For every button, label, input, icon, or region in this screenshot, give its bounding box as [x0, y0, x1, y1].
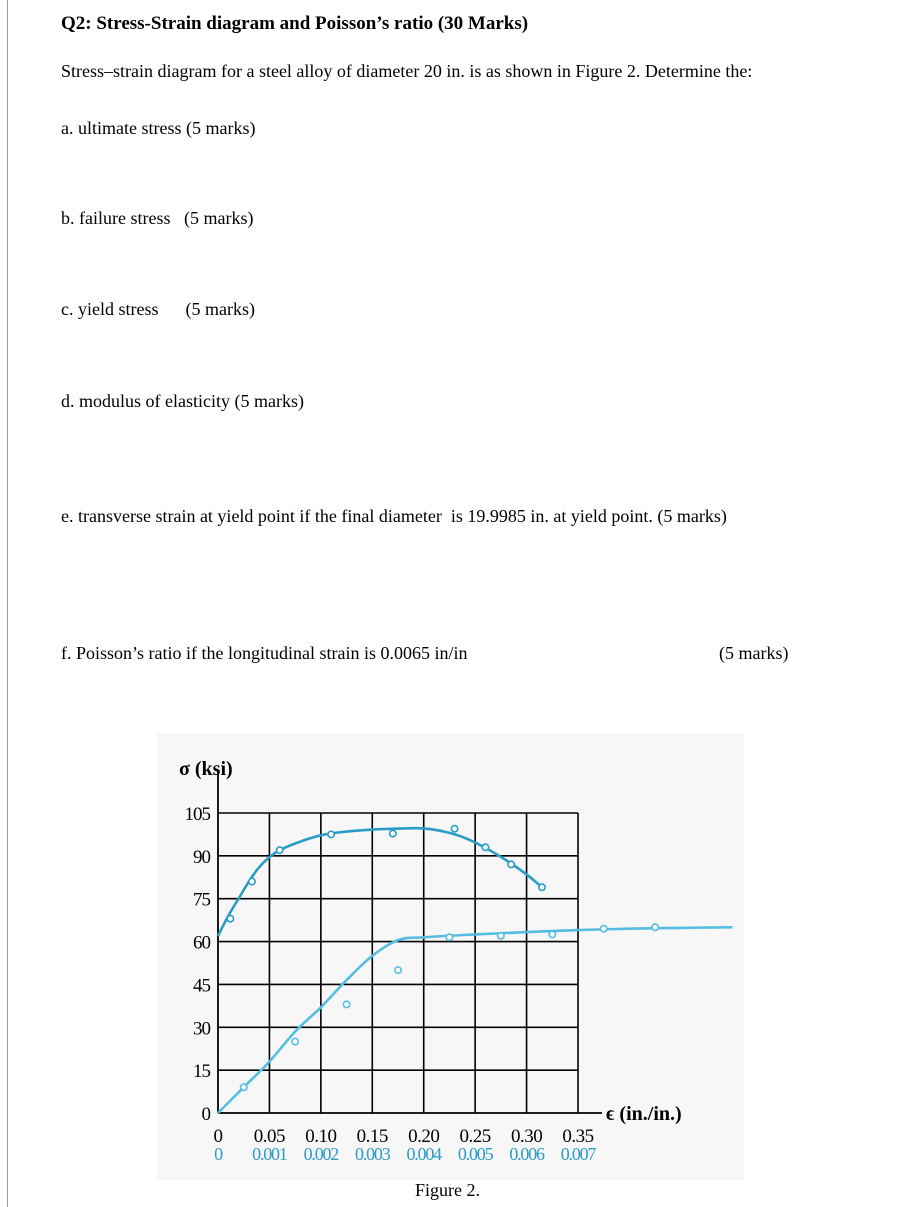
y-tick-label: 45 [193, 975, 210, 997]
part-f: f. Poisson’s ratio if the longitudinal strain is 0.0065 in/in [61, 643, 468, 663]
data-point-upper-scale [451, 826, 457, 832]
stress-strain-chart [157, 733, 744, 1180]
data-point-lower-scale [241, 1084, 247, 1090]
figure-caption: Figure 2. [415, 1180, 480, 1200]
data-point-upper-scale [390, 830, 396, 836]
y-tick-label: 15 [193, 1061, 210, 1083]
data-point-upper-scale [249, 878, 255, 884]
data-point-lower-scale [446, 934, 452, 940]
data-point-upper-scale [277, 847, 283, 853]
x-tick-label-lower: 0.003 [355, 1144, 390, 1164]
figure-2 [157, 733, 744, 1180]
data-point-lower-scale [292, 1038, 298, 1044]
part-f-marks: (5 marks) [719, 643, 789, 663]
x-tick-label-upper: 0.05 [253, 1126, 286, 1147]
x-tick-label-lower: 0.007 [560, 1144, 596, 1164]
data-point-upper-scale [482, 844, 488, 850]
y-tick-label: 90 [193, 846, 210, 868]
x-axis-label: ϵ (in./in.) [606, 1103, 682, 1125]
data-point-lower-scale [549, 931, 555, 937]
x-tick-label-upper: 0.20 [408, 1126, 440, 1147]
data-point-lower-scale [601, 926, 607, 932]
x-tick-label-upper: 0.30 [510, 1126, 543, 1147]
data-point-lower-scale [343, 1001, 349, 1007]
data-point-upper-scale [539, 884, 545, 890]
x-tick-label-lower: 0.004 [406, 1144, 441, 1164]
y-tick-label: 105 [184, 804, 210, 825]
data-point-upper-scale [227, 916, 233, 922]
x-tick-label-lower: 0.006 [509, 1144, 544, 1164]
x-tick-label-upper: 0.25 [459, 1126, 491, 1147]
series-line-upper-scale [218, 828, 542, 936]
question-title: Q2: Stress-Strain diagram and Poisson’s ratio (30 Marks) [61, 13, 529, 34]
x-tick-label-upper: 0 [213, 1126, 223, 1147]
part-d: d. modulus of elasticity (5 marks) [61, 391, 304, 411]
x-tick-label-lower: 0.001 [252, 1144, 287, 1164]
y-axis-label: σ (ksi) [179, 758, 233, 780]
x-tick-label-upper: 0.10 [305, 1126, 337, 1147]
data-point-upper-scale [508, 861, 514, 867]
data-point-lower-scale [498, 933, 504, 939]
x-tick-label-lower: 0.002 [303, 1144, 339, 1164]
y-tick-label: 0 [201, 1104, 210, 1125]
y-tick-label: 75 [193, 889, 210, 911]
data-point-upper-scale [328, 831, 334, 837]
page-left-rule [7, 0, 8, 1207]
part-b: b. failure stress (5 marks) [61, 208, 254, 228]
y-tick-label: 60 [193, 932, 210, 954]
part-e: e. transverse strain at yield point if the final diameter is 19.9985 in. at yield point. (5 marks) [61, 506, 727, 526]
data-point-lower-scale [395, 967, 401, 973]
x-tick-label-upper: 0.35 [562, 1126, 594, 1147]
part-a: a. ultimate stress (5 marks) [61, 118, 256, 138]
y-tick-label: 30 [193, 1018, 210, 1040]
data-point-lower-scale [652, 924, 658, 930]
part-c: c. yield stress (5 marks) [61, 299, 255, 319]
x-tick-label-lower: 0 [214, 1144, 222, 1164]
question-intro: Stress–strain diagram for a steel alloy of diameter 20 in. is as shown in Figure 2. Determine the: [61, 61, 753, 81]
x-tick-label-upper: 0.15 [356, 1126, 388, 1147]
x-tick-label-lower: 0.005 [457, 1144, 493, 1164]
